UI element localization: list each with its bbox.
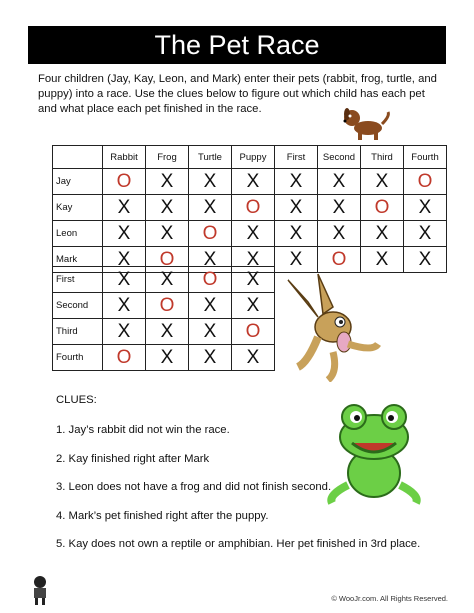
grid-cell[interactable]: [189, 293, 232, 319]
x-mark: X: [375, 248, 389, 270]
col-header: Turtle: [189, 146, 232, 169]
grid-cell[interactable]: [232, 195, 275, 221]
x-mark: X: [160, 222, 174, 244]
circle-mark: O: [374, 196, 390, 218]
grid-cell[interactable]: [103, 319, 146, 345]
circle-mark: O: [202, 222, 218, 244]
intro-paragraph: Four children (Jay, Kay, Leon, and Mark) enter their pets (rabbit, frog, turtle, and puppy) into a race. Use the clues below to figure out which child has each pet and what place each pet finished in the race.: [38, 73, 437, 115]
x-mark: X: [332, 222, 346, 244]
row-header: Leon: [53, 221, 103, 247]
x-mark: X: [203, 196, 217, 218]
grid-cell[interactable]: [275, 247, 318, 273]
x-mark: X: [160, 320, 174, 342]
grid-cell[interactable]: [232, 221, 275, 247]
grid-cell[interactable]: [232, 345, 275, 371]
x-mark: X: [160, 268, 174, 290]
x-mark: X: [289, 196, 303, 218]
col-header: Puppy: [232, 146, 275, 169]
puppy-illustration: [338, 104, 394, 142]
col-header: Frog: [146, 146, 189, 169]
col-header: First: [275, 146, 318, 169]
x-mark: X: [203, 294, 217, 316]
grid-cell[interactable]: [361, 221, 404, 247]
grid-corner: [53, 146, 103, 169]
x-mark: X: [117, 320, 131, 342]
grid-cell[interactable]: [189, 169, 232, 195]
frog-illustration: [318, 395, 430, 507]
grid-cell[interactable]: [404, 195, 447, 221]
x-mark: X: [418, 248, 432, 270]
x-mark: X: [117, 294, 131, 316]
grid-cell[interactable]: [361, 169, 404, 195]
x-mark: X: [246, 268, 260, 290]
x-mark: X: [160, 170, 174, 192]
x-mark: X: [246, 248, 260, 270]
col-header: Fourth: [404, 146, 447, 169]
x-mark: X: [160, 346, 174, 368]
grid-row: [53, 195, 447, 221]
child-logo-icon: [28, 575, 52, 605]
grid-cell[interactable]: [232, 319, 275, 345]
clue-item: 2. Kay finished right after Mark: [56, 452, 210, 465]
grid-cell[interactable]: [189, 267, 232, 293]
x-mark: X: [332, 196, 346, 218]
grid-cell[interactable]: [361, 247, 404, 273]
grid-cell[interactable]: [404, 247, 447, 273]
clue-item: 1. Jay’s rabbit did not win the race.: [56, 424, 230, 436]
grid-cell[interactable]: [232, 169, 275, 195]
col-header: Second: [318, 146, 361, 169]
row-header: Jay: [53, 169, 103, 195]
grid-cell[interactable]: [275, 169, 318, 195]
col-header: Third: [361, 146, 404, 169]
grid-row: [53, 267, 275, 293]
grid-row: [53, 221, 447, 247]
grid-cell[interactable]: [103, 267, 146, 293]
grid-cell[interactable]: [189, 221, 232, 247]
x-mark: X: [418, 222, 432, 244]
grid-cell[interactable]: [103, 293, 146, 319]
grid-cell[interactable]: [146, 169, 189, 195]
row-header: Mark: [53, 247, 103, 273]
x-mark: X: [117, 268, 131, 290]
top-logic-grid: [52, 145, 447, 273]
x-mark: X: [203, 346, 217, 368]
grid-cell[interactable]: [146, 345, 189, 371]
x-mark: X: [418, 196, 432, 218]
grid-cell[interactable]: [146, 319, 189, 345]
circle-mark: O: [245, 320, 261, 342]
circle-mark: O: [202, 268, 218, 290]
grid-row: [53, 293, 275, 319]
row-header: Fourth: [53, 345, 103, 371]
grid-cell[interactable]: [404, 221, 447, 247]
rabbit-illustration: [278, 272, 388, 382]
x-mark: X: [246, 222, 260, 244]
circle-mark: O: [116, 346, 132, 368]
circle-mark: O: [331, 248, 347, 270]
grid-cell[interactable]: [103, 345, 146, 371]
grid-cell[interactable]: [103, 195, 146, 221]
row-header: Kay: [53, 195, 103, 221]
grid-cell[interactable]: [361, 195, 404, 221]
x-mark: X: [375, 222, 389, 244]
grid-cell[interactable]: [318, 221, 361, 247]
grid-cell[interactable]: [189, 345, 232, 371]
grid-cell[interactable]: [275, 221, 318, 247]
x-mark: X: [203, 320, 217, 342]
x-mark: X: [332, 170, 346, 192]
grid-cell[interactable]: [189, 195, 232, 221]
grid-cell[interactable]: [404, 169, 447, 195]
x-mark: X: [289, 170, 303, 192]
grid-header-row: [53, 146, 447, 169]
clue-item: 4. Mark’s pet finished right after the puppy.: [56, 509, 269, 522]
x-mark: X: [375, 170, 389, 192]
grid-cell[interactable]: [318, 247, 361, 273]
x-mark: X: [117, 248, 131, 270]
grid-cell[interactable]: [146, 195, 189, 221]
grid-cell[interactable]: [103, 169, 146, 195]
grid-cell[interactable]: [103, 221, 146, 247]
col-header: Rabbit: [103, 146, 146, 169]
grid-row: [53, 169, 447, 195]
grid-cell[interactable]: [189, 319, 232, 345]
clues-heading: CLUES:: [56, 394, 97, 406]
row-header: First: [53, 267, 103, 293]
grid-cell[interactable]: [146, 293, 189, 319]
bottom-logic-grid: [52, 266, 275, 371]
grid-row: [53, 319, 275, 345]
circle-mark: O: [116, 170, 132, 192]
page-title: The Pet Race: [28, 26, 446, 64]
grid-cell[interactable]: [318, 169, 361, 195]
grid-cell[interactable]: [146, 267, 189, 293]
grid-row: [53, 345, 275, 371]
x-mark: X: [117, 196, 131, 218]
x-mark: X: [246, 170, 260, 192]
grid-cell[interactable]: [275, 195, 318, 221]
circle-mark: O: [159, 294, 175, 316]
x-mark: X: [160, 196, 174, 218]
circle-mark: O: [159, 248, 175, 270]
circle-mark: O: [245, 196, 261, 218]
x-mark: X: [246, 294, 260, 316]
clue-item: 5. Kay does not own a reptile or amphibian. Her pet finished in 3rd place.: [56, 538, 421, 550]
x-mark: X: [117, 222, 131, 244]
copyright-footer: © WooJr.com. All Rights Reserved.: [331, 594, 448, 603]
x-mark: X: [289, 222, 303, 244]
x-mark: X: [203, 170, 217, 192]
row-header: Third: [53, 319, 103, 345]
grid-cell[interactable]: [146, 221, 189, 247]
row-header: Second: [53, 293, 103, 319]
x-mark: X: [203, 248, 217, 270]
grid-cell[interactable]: [232, 267, 275, 293]
circle-mark: O: [417, 170, 433, 192]
grid-cell[interactable]: [232, 293, 275, 319]
x-mark: X: [246, 346, 260, 368]
grid-cell[interactable]: [318, 195, 361, 221]
x-mark: X: [289, 248, 303, 270]
clue-item: 3. Leon does not have a frog and did not finish second.: [56, 481, 332, 493]
